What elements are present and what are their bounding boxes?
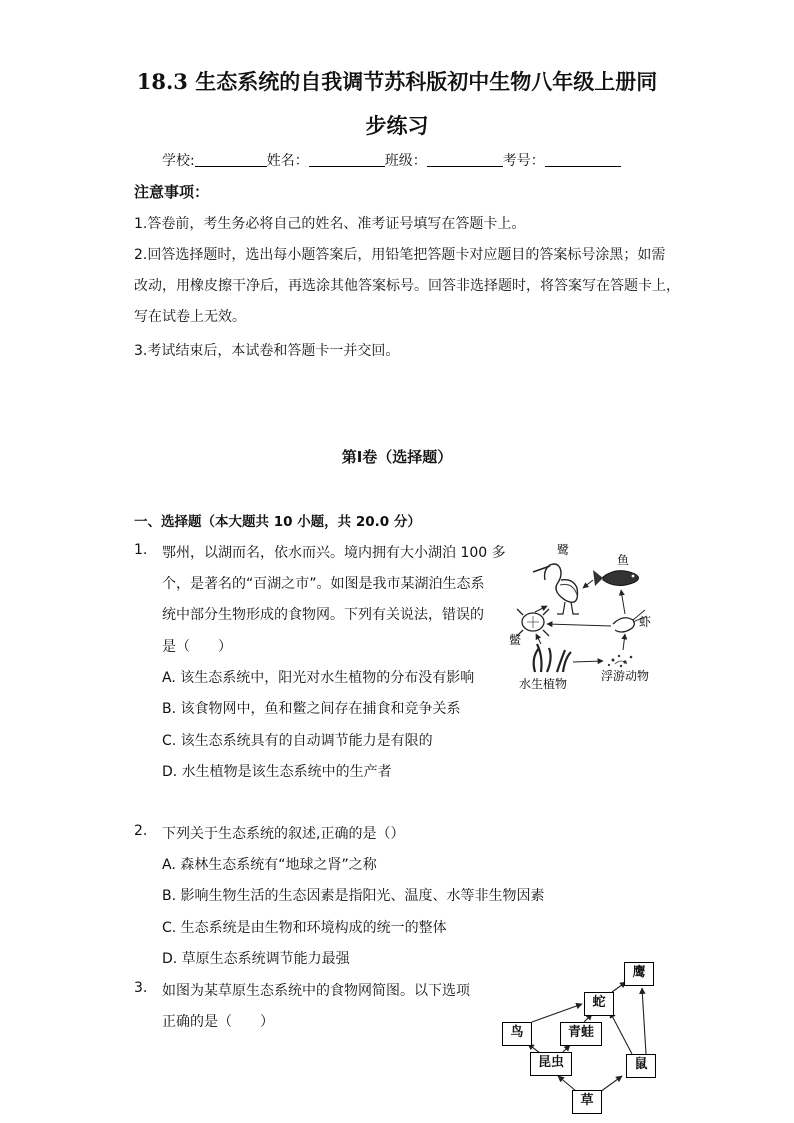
node-frog: 青蛙 xyxy=(560,1022,602,1046)
school-blank[interactable] xyxy=(195,152,267,167)
arrow-fish-to-heron xyxy=(583,580,593,588)
notes-heading: 注意事项： xyxy=(134,183,210,201)
q1-stem-line3: 统中部分生物形成的食物网。下列有关说法，错误的 xyxy=(162,607,484,623)
arrow-grass-to-insect xyxy=(558,1076,576,1091)
label-turtle: 鳖 xyxy=(509,633,522,647)
q2-option-a[interactable]: A. 森林生态系统有“地球之肾”之称 xyxy=(162,857,377,873)
note-item-3: 3.考试结束后，本试卷和答题卡一并交回。 xyxy=(134,343,400,359)
q1-option-d[interactable]: D. 水生植物是该生态系统中的生产者 xyxy=(162,764,392,780)
label-heron: 鹭 xyxy=(557,543,570,557)
q1-option-b[interactable]: B. 该食物网中，鱼和鳖之间存在捕食和竞争关系 xyxy=(162,701,461,717)
class-label: 班级： xyxy=(384,153,427,169)
fish-drawing xyxy=(593,570,639,586)
arrow-plants-to-plankton xyxy=(573,661,603,662)
exam-title-line2: 步练习 xyxy=(365,113,429,138)
arrow-shrimp-to-fish xyxy=(621,590,625,614)
name-label: 姓名： xyxy=(266,153,309,169)
number-blank[interactable] xyxy=(545,152,621,167)
arrow-plankton-to-shrimp xyxy=(623,634,625,650)
q1-stem-line1: 鄂州，以湖而名，依水而兴。境内拥有大小湖泊 100 多 xyxy=(162,545,506,561)
arrow-mouse-to-snake xyxy=(610,1012,632,1054)
q2-option-b[interactable]: B. 影响生物生活的生态因素是指阳光、温度、水等非生物因素 xyxy=(162,888,545,904)
q2-stem: 下列关于生态系统的叙述,正确的是（） xyxy=(162,826,405,842)
turtle-drawing xyxy=(517,609,549,636)
note-item-2-line1: 2.回答选择题时，选出每小题答案后，用铅笔把答题卡对应题目的答案标号涂黑；如需 xyxy=(134,247,666,263)
q3-number: 3. xyxy=(134,980,148,996)
info-fields xyxy=(162,150,621,170)
q2-option-d[interactable]: D. 草原生态系统调节能力最强 xyxy=(162,951,350,967)
part-title: 第I卷（选择题） xyxy=(341,448,453,466)
label-plankton: 浮游动物 xyxy=(601,669,650,683)
water-plants-drawing xyxy=(534,644,571,672)
q3-stem-line1: 如图为某草原生态系统中的食物网简图。以下选项 xyxy=(162,983,470,999)
section-heading: 一、选择题（本大题共 10 小题，共 20.0 分） xyxy=(134,514,421,530)
note-item-1: 1.答卷前，考生务必将自己的姓名、准考证号填写在答题卡上。 xyxy=(134,216,526,232)
label-water-plants: 水生植物 xyxy=(519,677,568,691)
arrow-shrimp-to-turtle xyxy=(547,624,611,626)
node-bird: 鸟 xyxy=(502,1022,532,1046)
node-snake: 蛇 xyxy=(584,992,614,1016)
note-item-2-line2: 改动，用橡皮擦干净后，再选涂其他答案标号。回答非选择题时，将答案写在答题卡上， xyxy=(134,278,680,294)
heron-drawing xyxy=(533,564,579,614)
q1-stem-line4: 是（ ） xyxy=(162,639,232,655)
q1-option-c[interactable]: C. 该生态系统具有的自动调节能力是有限的 xyxy=(162,733,433,749)
node-hawk: 鹰 xyxy=(624,962,654,986)
q2-number: 2. xyxy=(134,823,148,839)
class-blank[interactable] xyxy=(427,152,503,167)
q3-food-web-figure xyxy=(496,958,666,1118)
arrow-bird-to-snake xyxy=(532,1004,582,1022)
q2-option-c[interactable]: C. 生态系统是由生物和环境构成的统一的整体 xyxy=(162,920,447,936)
node-insect: 昆虫 xyxy=(530,1052,572,1076)
arrow-mouse-to-hawk xyxy=(642,988,646,1054)
arrow-turtle-to-heron xyxy=(535,606,547,612)
q1-number: 1. xyxy=(134,542,148,558)
school-label: 学校: xyxy=(162,153,195,169)
q1-option-a[interactable]: A. 该生态系统中，阳光对水生植物的分布没有影响 xyxy=(162,670,475,686)
label-fish: 鱼 xyxy=(617,553,630,567)
node-mouse: 鼠 xyxy=(626,1054,656,1078)
exam-title-line1: 18.3 生态系统的自我调节苏科版初中生物八年级上册同 xyxy=(136,69,658,94)
arrow-grass-to-mouse xyxy=(600,1076,622,1092)
label-shrimp: 虾 xyxy=(639,615,652,629)
q1-food-web-figure xyxy=(505,540,665,700)
name-blank[interactable] xyxy=(309,152,385,167)
plankton-drawing xyxy=(608,655,632,667)
q1-stem-line2: 个，是著名的“百湖之市”。如图是我市某湖泊生态系 xyxy=(162,576,485,592)
node-grass: 草 xyxy=(572,1090,602,1114)
note-item-2-line3: 写在试卷上无效。 xyxy=(134,309,246,325)
arrow-plants-to-turtle xyxy=(536,634,541,644)
number-label: 考号： xyxy=(502,153,545,169)
q3-stem-line2: 正确的是（ ） xyxy=(162,1014,274,1030)
